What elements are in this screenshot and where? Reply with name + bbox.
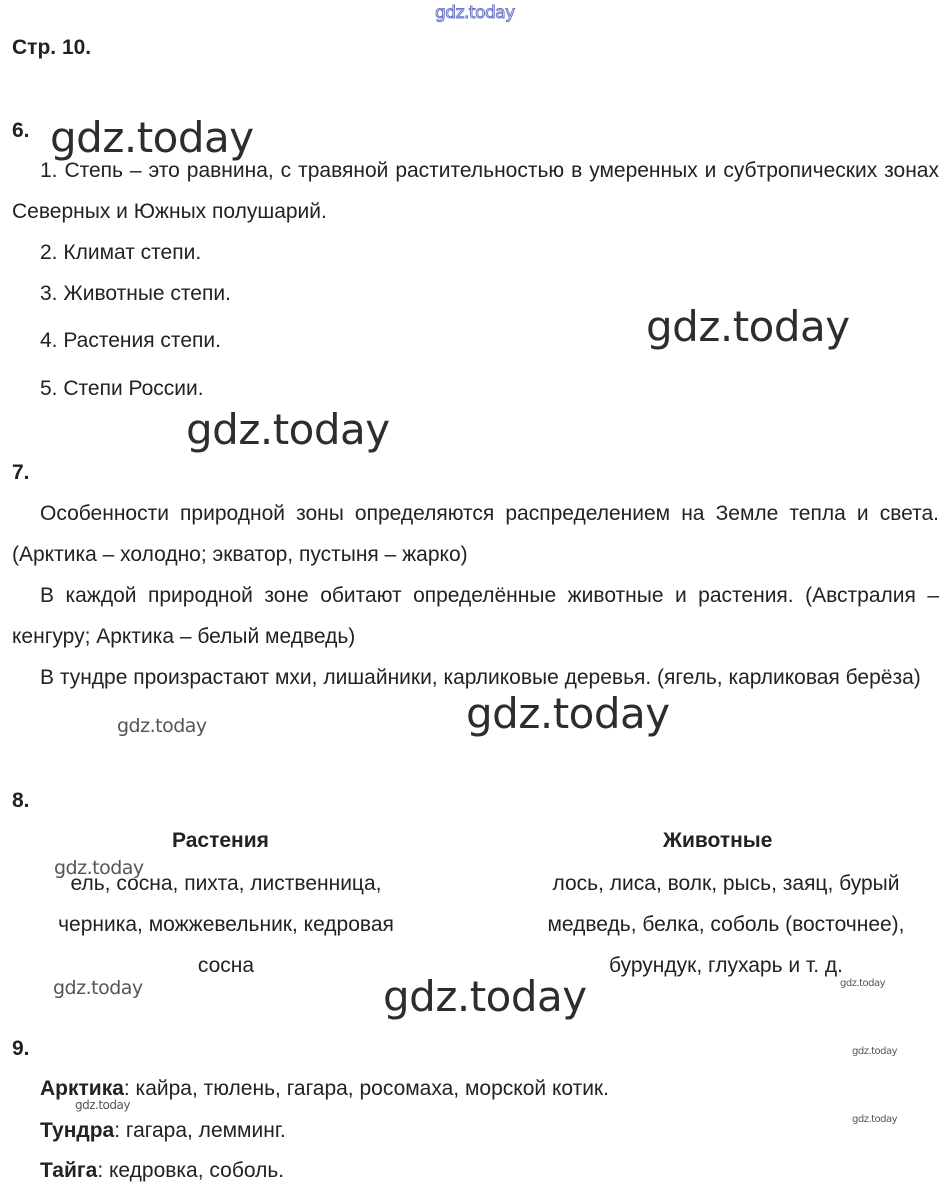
task-9-number: 9. xyxy=(12,1037,30,1060)
watermark: gdz.today xyxy=(50,113,254,162)
plants-header: Растения xyxy=(172,829,269,852)
watermark: gdz.today xyxy=(646,302,850,351)
arctic-animals: : кайра, тюлень, гагара, росомаха, морской котик. xyxy=(123,1077,609,1100)
animals-header: Животные xyxy=(663,829,773,852)
task-9-row-tundra xyxy=(40,1117,286,1145)
task-8-number: 8. xyxy=(12,789,30,812)
watermark: gdz.today xyxy=(186,405,390,454)
plants-list: ель, сосна, пихта, лиственница, черника, можжевельник, кедровая сосна xyxy=(58,872,394,977)
task-6-item-4: 4. Растения степи. xyxy=(40,329,221,352)
task-6-item-1: 1. Степь – это равнина, с травяной растительностью в умеренных и субтропических зонах Северных и Южных полушарий. xyxy=(12,159,939,223)
arctic-label: Арктика xyxy=(40,1077,124,1100)
watermark: gdz.today xyxy=(53,977,143,999)
watermark: gdz.today xyxy=(75,1098,130,1112)
watermark: gdz.today xyxy=(117,715,207,737)
task-7-paragraph-2: В каждой природной зоне обитают определённые животные и растения. (Австралия – кенгуру; Арктика – белый медведь) xyxy=(12,584,939,648)
watermark: gdz.today xyxy=(852,1046,898,1057)
watermark: gdz.today xyxy=(383,972,587,1021)
task-7-paragraph-3: В тундре произрастают мхи, лишайники, карликовые деревья. (ягель, карликовая берёза) xyxy=(40,666,921,689)
animals-list: лось, лиса, волк, рысь, заяц, бурый медведь, белка, соболь (восточнее), бурундук, глухарь и т. д. xyxy=(547,872,905,977)
watermark-top: gdz.today xyxy=(435,3,515,23)
watermark: gdz.today xyxy=(54,857,144,879)
task-6-item-5: 5. Степи России. xyxy=(40,377,204,400)
task-7-number: 7. xyxy=(12,461,30,484)
taiga-animals: : кедровка, соболь. xyxy=(97,1159,285,1182)
page-title: Стр. 10. xyxy=(12,36,92,59)
watermark: gdz.today xyxy=(840,978,886,989)
task-6-number: 6. xyxy=(12,119,30,142)
tundra-animals: : гагара, лемминг. xyxy=(114,1119,286,1142)
taiga-label: Тайга xyxy=(40,1159,98,1182)
task-6-item-2: 2. Климат степи. xyxy=(40,241,202,264)
task-7-paragraph-1: Особенности природной зоны определяются распределением на Земле тепла и света. (Арктика – холодно; экватор, пустыня – жарко) xyxy=(12,502,939,566)
task-9-row-taiga xyxy=(40,1157,284,1185)
task-6-item-3: 3. Животные степи. xyxy=(40,282,231,305)
tundra-label: Тундра xyxy=(40,1119,115,1142)
watermark: gdz.today xyxy=(466,689,670,738)
watermark: gdz.today xyxy=(852,1114,898,1125)
